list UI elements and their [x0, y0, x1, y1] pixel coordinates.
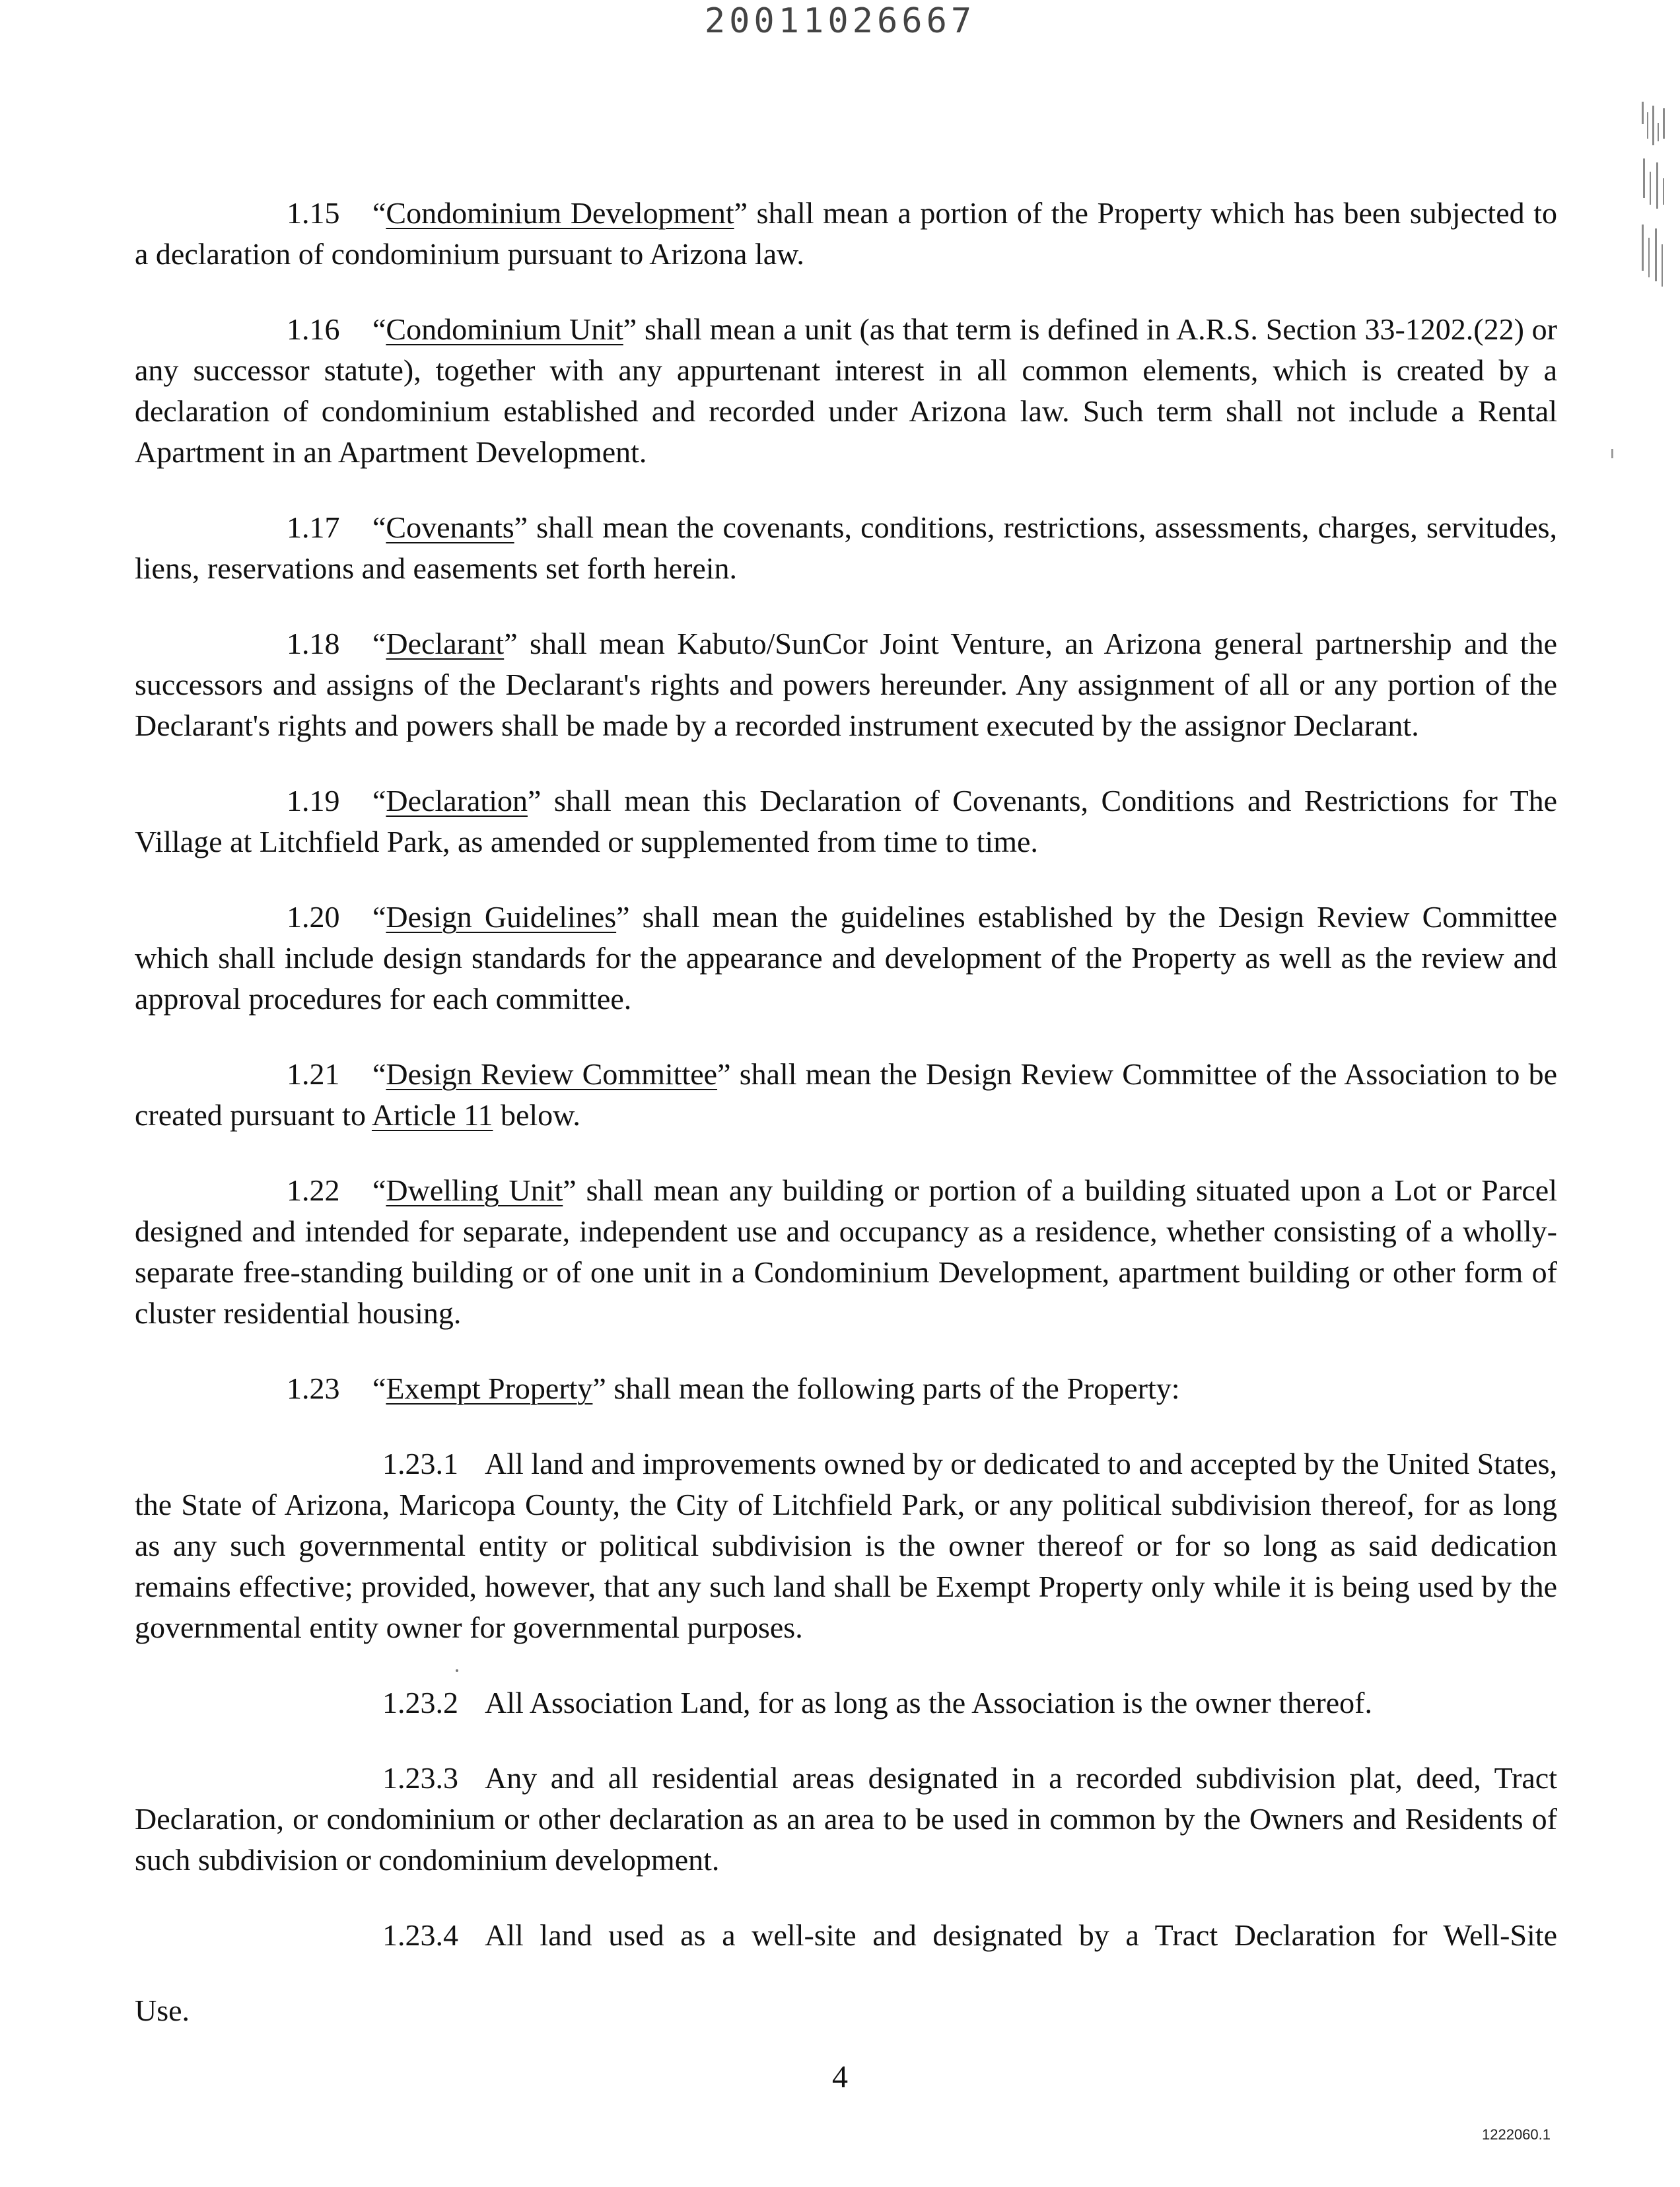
section-number: 1.17: [287, 510, 340, 544]
defined-term: Condominium Unit: [386, 312, 623, 346]
subsection-1-23-2: [135, 1683, 1557, 1723]
subsection-text: All land and improvements owned by or dedicated to and accepted by the United States, the State of Arizona, Maricopa County, the City of Litchfield Park, or any political subdivision thereof, for as long as any such governmental entity or political subdivision is the owner thereof or for so long as said dedication remains effective; provided, however, that any such land shall be Exempt Property only while it is being used by the governmental entity owner for governmental purposes.: [135, 1447, 1557, 1644]
defined-term: Declaration: [386, 784, 528, 817]
definition-text: ” shall mean a unit (as that term is defined in A.R.S. Section 33-1202.(22) or any successor statute), together with any appurtenant interest in all common elements, which is created by a declaration of condominium established and recorded under Arizona law. Such term shall not include a Rental Apartment in an Apartment Development.: [135, 312, 1557, 469]
definition-text: ” shall mean the covenants, conditions, restrictions, assessments, charges, servitudes, liens, reservations and easements set forth herein.: [135, 510, 1557, 585]
section-number: 1.19: [287, 784, 340, 817]
subsection-text: Any and all residential areas designated in a recorded subdivision plat, deed, Tract Declaration, or condominium or other declaration as an area to be used in common by the Owners and Residents of such subdivision or condominium development.: [135, 1761, 1557, 1877]
open-quote: “: [372, 196, 386, 230]
definition-1-20: [135, 897, 1557, 1020]
subsection-1-23-1: [135, 1443, 1557, 1648]
definition-text: ” shall mean Kabuto/SunCor Joint Venture, an Arizona general partnership and the successors and assigns of the Declarant's rights and powers hereunder. Any assignment of all or any portion of the Declarant's rights and powers shall be made by a recorded instrument executed by the assignor Declarant.: [135, 627, 1557, 742]
definition-text: ” shall mean this Declaration of Covenants, Conditions and Restrictions for The Village at Litchfield Park, as amended or supplemented from time to time.: [135, 784, 1557, 858]
defined-term: Declarant: [386, 627, 505, 660]
definition-text: ” shall mean any building or portion of a building situated upon a Lot or Parcel designed and intended for separate, independent use and occupancy as a residence, whether consisting of a wholly-separate free-standing building or of one unit in a Condominium Development, apartment building or other form of cluster residential housing.: [135, 1173, 1557, 1330]
document-reference: 1222060.1: [1482, 2126, 1551, 2143]
definition-text-end: below.: [493, 1098, 580, 1132]
subsection-1-23-3: [135, 1758, 1557, 1881]
defined-term: Design Review Committee: [386, 1057, 718, 1091]
definition-text: ” shall mean the following parts of the Property:: [592, 1371, 1180, 1405]
subsection-continuation: [135, 1990, 1557, 2031]
definition-1-15: [135, 193, 1557, 275]
open-quote: “: [372, 312, 386, 346]
margin-mark: [1611, 449, 1613, 458]
definition-1-16: [135, 309, 1557, 473]
definition-1-21: [135, 1054, 1557, 1136]
open-quote: “: [372, 1057, 386, 1091]
definition-1-22: [135, 1170, 1557, 1334]
defined-term: Covenants: [386, 510, 514, 544]
subsection-number: 1.23.4: [382, 1918, 458, 1952]
section-number: 1.18: [287, 627, 340, 660]
definition-1-18: [135, 623, 1557, 746]
subsection-text: All land used as a well-site and designated by a Tract Declaration for Well-Site: [485, 1918, 1557, 1952]
subsection-text: All Association Land, for as long as the Association is the owner thereof.: [485, 1686, 1372, 1719]
section-number: 1.23: [287, 1371, 340, 1405]
subsection-number: 1.23.2: [382, 1686, 458, 1719]
section-number: 1.21: [287, 1057, 340, 1091]
open-quote: “: [372, 784, 386, 817]
definition-text: ” shall mean the guidelines established by the Design Review Committee which shall include design standards for the appearance and development of the Property as well as the review and approval procedures for each committee.: [135, 900, 1557, 1016]
defined-term: Condominium Development: [386, 196, 734, 230]
recording-number: 20011026667: [704, 1, 976, 41]
section-number: 1.20: [287, 900, 340, 934]
continuation-text: Use.: [135, 1994, 190, 2027]
open-quote: “: [372, 510, 386, 544]
subsection-1-23-4: [135, 1915, 1557, 1956]
open-quote: “: [372, 900, 386, 934]
subsection-number: 1.23.1: [382, 1447, 458, 1480]
definition-1-19: [135, 781, 1557, 862]
page-number: 4: [832, 2060, 848, 2095]
section-number: 1.16: [287, 312, 340, 346]
open-quote: “: [372, 1371, 386, 1405]
open-quote: “: [372, 1173, 386, 1207]
section-number: 1.22: [287, 1173, 340, 1207]
definition-1-23: [135, 1368, 1557, 1409]
article-reference: Article 11: [371, 1098, 493, 1132]
defined-term: Design Guidelines: [386, 900, 617, 934]
defined-term: Dwelling Unit: [386, 1173, 563, 1207]
open-quote: “: [372, 627, 386, 660]
subsection-number: 1.23.3: [382, 1761, 458, 1795]
definition-1-17: [135, 507, 1557, 589]
recording-stamp-icon: [1638, 99, 1669, 310]
definition-text: ” shall mean a portion of the Property which has been subjected to a declaration of condominium pursuant to Arizona law.: [135, 196, 1557, 271]
defined-term: Exempt Property: [386, 1371, 593, 1405]
document-body: [135, 193, 1557, 2031]
section-number: 1.15: [287, 196, 340, 230]
definition-text: ” shall mean the Design Review Committee of the Association to be created pursuant to: [135, 1057, 1557, 1132]
